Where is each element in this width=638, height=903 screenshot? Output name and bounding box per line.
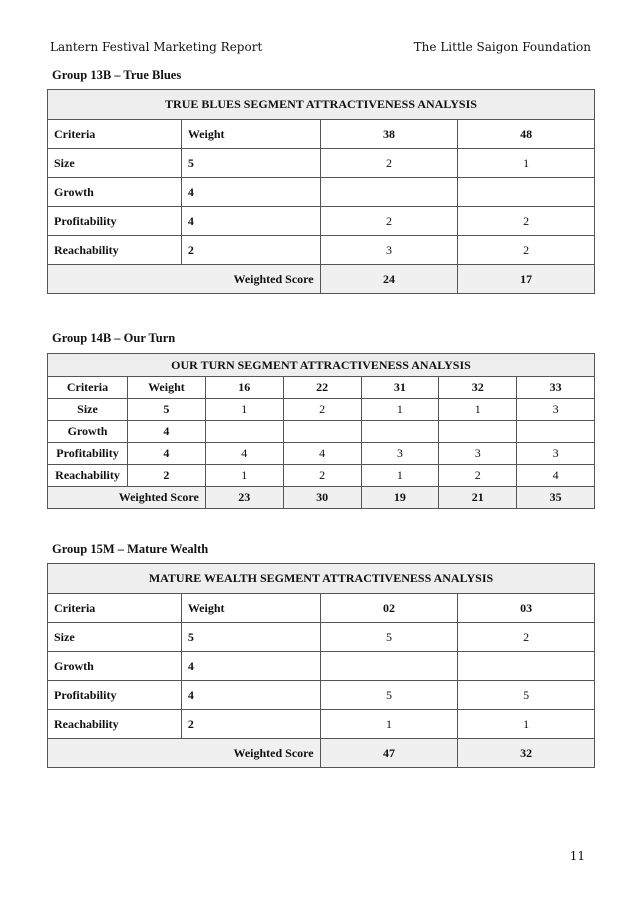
score-cell bbox=[361, 421, 439, 443]
group-13b-title: Group 13B – True Blues bbox=[52, 68, 182, 82]
group-14b-title: Group 14B – Our Turn bbox=[52, 331, 176, 345]
table-caption-row bbox=[48, 564, 595, 594]
header-segment: 33 bbox=[517, 377, 595, 399]
score-cell: 2 bbox=[458, 623, 595, 652]
criteria-cell: Profitability bbox=[48, 681, 182, 710]
weight-cell: 4 bbox=[181, 652, 320, 681]
score-cell: 2 bbox=[283, 465, 361, 487]
weight-cell: 2 bbox=[127, 465, 205, 487]
score-cell: 2 bbox=[320, 149, 458, 178]
weight-cell: 5 bbox=[181, 623, 320, 652]
weighted-score-value: 19 bbox=[361, 487, 439, 509]
table-caption-row bbox=[48, 354, 595, 377]
header-segment: 32 bbox=[439, 377, 517, 399]
table-header-row bbox=[48, 120, 595, 149]
weighted-score-label: Weighted Score bbox=[48, 739, 321, 768]
header-segment: 48 bbox=[458, 120, 595, 149]
score-cell: 4 bbox=[283, 443, 361, 465]
score-cell: 3 bbox=[517, 443, 595, 465]
weighted-score-value: 47 bbox=[320, 739, 458, 768]
header-segment: 38 bbox=[320, 120, 458, 149]
header-organization: The Little Saigon Foundation bbox=[413, 40, 591, 54]
table-header-row bbox=[48, 377, 595, 399]
header-criteria: Criteria bbox=[48, 594, 182, 623]
weight-cell: 4 bbox=[127, 421, 205, 443]
score-cell: 1 bbox=[439, 399, 517, 421]
score-cell: 3 bbox=[361, 443, 439, 465]
score-cell: 4 bbox=[205, 443, 283, 465]
weighted-score-row bbox=[48, 739, 595, 768]
score-cell: 1 bbox=[205, 465, 283, 487]
weighted-score-value: 21 bbox=[439, 487, 517, 509]
our-turn-table bbox=[47, 353, 595, 509]
header-segment: 02 bbox=[320, 594, 458, 623]
weighted-score-value: 30 bbox=[283, 487, 361, 509]
header-criteria: Criteria bbox=[48, 377, 128, 399]
table-row bbox=[48, 399, 595, 421]
table-header-row bbox=[48, 594, 595, 623]
table-row bbox=[48, 652, 595, 681]
table-row bbox=[48, 178, 595, 207]
score-cell bbox=[320, 652, 458, 681]
score-cell: 1 bbox=[361, 399, 439, 421]
score-cell: 5 bbox=[320, 681, 458, 710]
score-cell bbox=[205, 421, 283, 443]
weight-cell: 2 bbox=[181, 710, 320, 739]
score-cell: 1 bbox=[320, 710, 458, 739]
criteria-cell: Reachability bbox=[48, 465, 128, 487]
criteria-cell: Profitability bbox=[48, 443, 128, 465]
score-cell: 2 bbox=[458, 207, 595, 236]
score-cell bbox=[283, 421, 361, 443]
table-row bbox=[48, 421, 595, 443]
table-row bbox=[48, 681, 595, 710]
table-row bbox=[48, 149, 595, 178]
table-row bbox=[48, 710, 595, 739]
table-caption: MATURE WEALTH SEGMENT ATTRACTIVENESS ANALYSIS bbox=[48, 564, 595, 594]
header-segment: 03 bbox=[458, 594, 595, 623]
header-criteria: Criteria bbox=[48, 120, 182, 149]
criteria-cell: Size bbox=[48, 149, 182, 178]
criteria-cell: Size bbox=[48, 623, 182, 652]
header-segment: 31 bbox=[361, 377, 439, 399]
criteria-cell: Reachability bbox=[48, 710, 182, 739]
criteria-cell: Profitability bbox=[48, 207, 182, 236]
table-caption-row bbox=[48, 90, 595, 120]
page-number: 11 bbox=[569, 849, 585, 863]
header-report-title: Lantern Festival Marketing Report bbox=[50, 40, 263, 54]
table-row bbox=[48, 207, 595, 236]
score-cell: 4 bbox=[517, 465, 595, 487]
score-cell: 2 bbox=[320, 207, 458, 236]
score-cell: 3 bbox=[439, 443, 517, 465]
mature-wealth-table bbox=[47, 563, 595, 768]
score-cell bbox=[458, 178, 595, 207]
score-cell: 5 bbox=[320, 623, 458, 652]
header-weight: Weight bbox=[181, 120, 320, 149]
table-caption: OUR TURN SEGMENT ATTRACTIVENESS ANALYSIS bbox=[48, 354, 595, 377]
table-caption: TRUE BLUES SEGMENT ATTRACTIVENESS ANALYSIS bbox=[48, 90, 595, 120]
criteria-cell: Growth bbox=[48, 178, 182, 207]
header-segment: 22 bbox=[283, 377, 361, 399]
score-cell: 3 bbox=[517, 399, 595, 421]
table-row bbox=[48, 465, 595, 487]
weight-cell: 4 bbox=[181, 178, 320, 207]
weighted-score-value: 35 bbox=[517, 487, 595, 509]
criteria-cell: Growth bbox=[48, 652, 182, 681]
criteria-cell: Growth bbox=[48, 421, 128, 443]
weighted-score-value: 32 bbox=[458, 739, 595, 768]
score-cell: 2 bbox=[458, 236, 595, 265]
score-cell bbox=[439, 421, 517, 443]
weighted-score-value: 23 bbox=[205, 487, 283, 509]
score-cell: 3 bbox=[320, 236, 458, 265]
weight-cell: 5 bbox=[127, 399, 205, 421]
group-15m-title: Group 15M – Mature Wealth bbox=[52, 542, 209, 556]
header-weight: Weight bbox=[181, 594, 320, 623]
score-cell: 1 bbox=[458, 149, 595, 178]
header-segment: 16 bbox=[205, 377, 283, 399]
weight-cell: 4 bbox=[127, 443, 205, 465]
true-blues-table bbox=[47, 89, 595, 294]
score-cell: 1 bbox=[361, 465, 439, 487]
weighted-score-label: Weighted Score bbox=[48, 487, 206, 509]
score-cell: 5 bbox=[458, 681, 595, 710]
criteria-cell: Reachability bbox=[48, 236, 182, 265]
header-weight: Weight bbox=[127, 377, 205, 399]
weight-cell: 2 bbox=[181, 236, 320, 265]
weighted-score-value: 24 bbox=[320, 265, 458, 294]
score-cell bbox=[320, 178, 458, 207]
weight-cell: 5 bbox=[181, 149, 320, 178]
table-row bbox=[48, 443, 595, 465]
weighted-score-value: 17 bbox=[458, 265, 595, 294]
table-row bbox=[48, 623, 595, 652]
weighted-score-label: Weighted Score bbox=[48, 265, 321, 294]
weighted-score-row bbox=[48, 487, 595, 509]
table-row bbox=[48, 236, 595, 265]
score-cell bbox=[517, 421, 595, 443]
score-cell bbox=[458, 652, 595, 681]
weight-cell: 4 bbox=[181, 681, 320, 710]
weighted-score-row bbox=[48, 265, 595, 294]
score-cell: 2 bbox=[283, 399, 361, 421]
score-cell: 1 bbox=[205, 399, 283, 421]
weight-cell: 4 bbox=[181, 207, 320, 236]
score-cell: 1 bbox=[458, 710, 595, 739]
criteria-cell: Size bbox=[48, 399, 128, 421]
score-cell: 2 bbox=[439, 465, 517, 487]
